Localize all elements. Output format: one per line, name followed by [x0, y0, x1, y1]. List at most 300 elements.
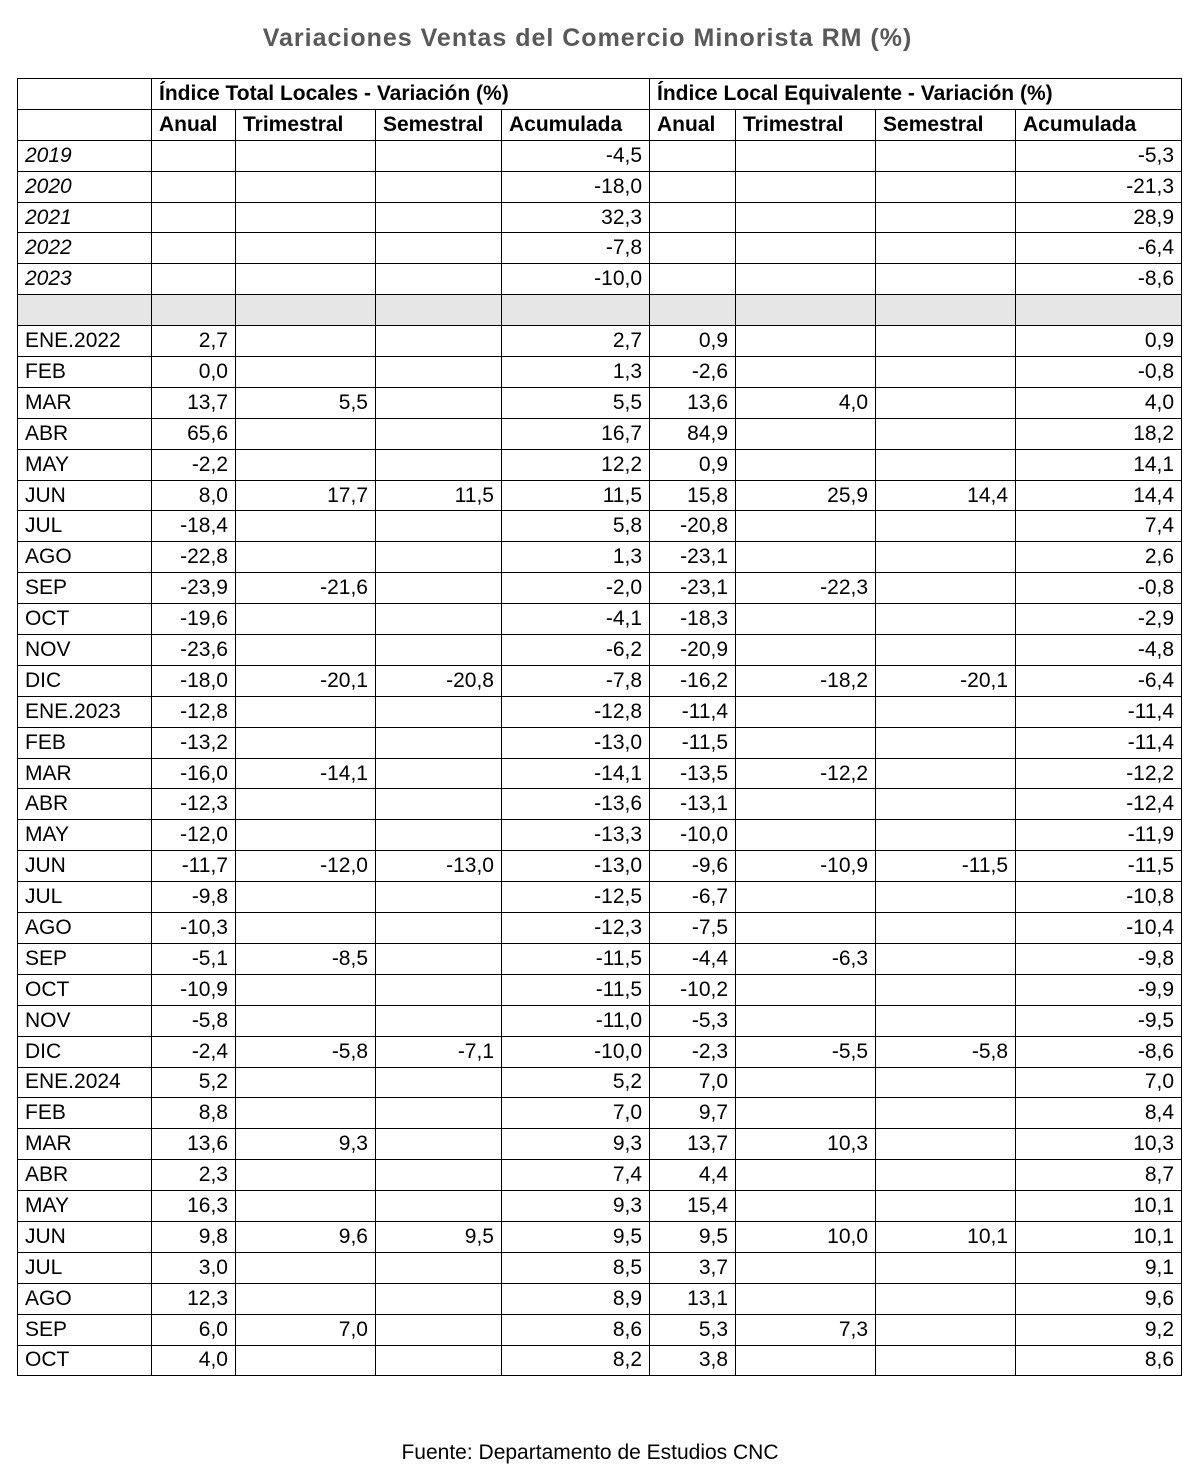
table-cell	[236, 820, 376, 851]
column-header: Anual	[152, 109, 236, 140]
table-cell	[376, 604, 502, 635]
row-label: MAR	[18, 1129, 152, 1160]
table-cell	[376, 542, 502, 573]
table-cell	[876, 140, 1016, 171]
table-cell: -11,5	[502, 943, 650, 974]
table-cell: 4,0	[736, 387, 876, 418]
table-cell: 10,1	[1016, 1191, 1182, 1222]
column-header: Acumulada	[502, 109, 650, 140]
group-header-total-locales: Índice Total Locales - Variación (%)	[152, 79, 650, 110]
table-row	[18, 1252, 1182, 1283]
table-cell	[876, 696, 1016, 727]
table-cell: -13,1	[650, 789, 736, 820]
table-cell: -16,0	[152, 758, 236, 789]
table-row	[18, 233, 1182, 264]
table-cell: 2,7	[152, 326, 236, 357]
row-label: SEP	[18, 943, 152, 974]
table-cell	[236, 882, 376, 913]
table-cell: -2,2	[152, 449, 236, 480]
table-cell	[376, 1129, 502, 1160]
table-cell: 3,8	[650, 1345, 736, 1376]
table-row	[18, 1098, 1182, 1129]
table-cell	[236, 1098, 376, 1129]
table-cell	[1016, 295, 1182, 326]
table-cell	[376, 789, 502, 820]
corner-cell	[18, 79, 152, 110]
table-cell	[736, 1067, 876, 1098]
table-cell	[736, 511, 876, 542]
table-cell: 17,7	[236, 480, 376, 511]
table-cell: -2,9	[1016, 604, 1182, 635]
table-cell: 9,6	[236, 1221, 376, 1252]
table-row	[18, 480, 1182, 511]
table-cell	[876, 1160, 1016, 1191]
table-cell	[736, 820, 876, 851]
table-cell: -5,8	[152, 1005, 236, 1036]
table-row	[18, 264, 1182, 295]
row-label: FEB	[18, 1098, 152, 1129]
table-cell	[650, 295, 736, 326]
table-cell	[376, 171, 502, 202]
table-cell: 5,2	[152, 1067, 236, 1098]
table-cell	[876, 449, 1016, 480]
table-cell	[650, 233, 736, 264]
table-cell: -5,3	[650, 1005, 736, 1036]
table-cell: -13,2	[152, 727, 236, 758]
table-cell: 9,3	[502, 1191, 650, 1222]
row-label: 2020	[18, 171, 152, 202]
table-cell: 3,7	[650, 1252, 736, 1283]
table-cell: -13,5	[650, 758, 736, 789]
column-header: Semestral	[876, 109, 1016, 140]
sales-variation-table	[17, 78, 1182, 1376]
table-row	[18, 1191, 1182, 1222]
table-cell	[236, 1005, 376, 1036]
row-label: 2022	[18, 233, 152, 264]
table-cell	[736, 604, 876, 635]
table-cell	[876, 511, 1016, 542]
table-cell	[236, 1191, 376, 1222]
table-cell: -5,1	[152, 943, 236, 974]
column-header: Trimestral	[736, 109, 876, 140]
row-label: OCT	[18, 604, 152, 635]
table-cell: -21,6	[236, 573, 376, 604]
row-label: JUL	[18, 1252, 152, 1283]
row-label: ABR	[18, 1160, 152, 1191]
table-cell: -2,4	[152, 1036, 236, 1067]
table-cell	[736, 1283, 876, 1314]
table-cell	[736, 974, 876, 1005]
column-header: Acumulada	[1016, 109, 1182, 140]
table-cell: -13,0	[376, 851, 502, 882]
table-cell: -8,5	[236, 943, 376, 974]
column-header-row	[18, 109, 1182, 140]
table-row	[18, 357, 1182, 388]
table-cell: -11,9	[1016, 820, 1182, 851]
table-cell: -12,0	[236, 851, 376, 882]
table-cell	[152, 264, 236, 295]
group-header-local-equivalente: Índice Local Equivalente - Variación (%)	[650, 79, 1182, 110]
table-cell: -10,0	[650, 820, 736, 851]
row-label: ENE.2024	[18, 1067, 152, 1098]
table-cell: -10,0	[502, 264, 650, 295]
table-cell: -18,0	[502, 171, 650, 202]
table-cell: 11,5	[376, 480, 502, 511]
table-cell: -7,8	[502, 665, 650, 696]
group-header-row	[18, 79, 1182, 110]
table-cell: -10,2	[650, 974, 736, 1005]
table-cell: -20,8	[376, 665, 502, 696]
table-cell: 14,4	[876, 480, 1016, 511]
table-row	[18, 1314, 1182, 1345]
table-cell: 14,1	[1016, 449, 1182, 480]
column-header: Trimestral	[236, 109, 376, 140]
table-cell: 1,3	[502, 357, 650, 388]
table-cell: -6,2	[502, 635, 650, 666]
table-cell: 8,4	[1016, 1098, 1182, 1129]
table-cell: -12,2	[736, 758, 876, 789]
table-cell: 8,8	[152, 1098, 236, 1129]
row-label: ABR	[18, 789, 152, 820]
row-label: ENE.2022	[18, 326, 152, 357]
table-cell: 8,6	[1016, 1345, 1182, 1376]
table-cell	[376, 1252, 502, 1283]
table-cell: 9,8	[152, 1221, 236, 1252]
table-row	[18, 882, 1182, 913]
table-row	[18, 542, 1182, 573]
table-cell: 6,0	[152, 1314, 236, 1345]
table-cell: -10,9	[736, 851, 876, 882]
table-row	[18, 727, 1182, 758]
table-cell	[650, 140, 736, 171]
table-cell: 8,5	[502, 1252, 650, 1283]
table-cell: 16,7	[502, 418, 650, 449]
row-label: MAY	[18, 1191, 152, 1222]
table-cell: 7,0	[236, 1314, 376, 1345]
table-cell	[876, 913, 1016, 944]
table-cell	[876, 264, 1016, 295]
table-cell: -11,4	[1016, 696, 1182, 727]
table-cell	[376, 357, 502, 388]
table-cell	[376, 326, 502, 357]
row-label: 2023	[18, 264, 152, 295]
table-cell	[376, 1345, 502, 1376]
table-cell	[876, 1067, 1016, 1098]
table-cell	[736, 727, 876, 758]
row-label: AGO	[18, 542, 152, 573]
table-row	[18, 511, 1182, 542]
table-row	[18, 326, 1182, 357]
table-cell	[876, 1129, 1016, 1160]
table-row	[18, 696, 1182, 727]
row-label: JUL	[18, 511, 152, 542]
table-cell	[376, 943, 502, 974]
table-cell	[376, 233, 502, 264]
table-cell: -18,0	[152, 665, 236, 696]
table-cell: -10,9	[152, 974, 236, 1005]
table-cell	[650, 171, 736, 202]
table-row	[18, 202, 1182, 233]
table-cell	[376, 140, 502, 171]
table-cell: 9,1	[1016, 1252, 1182, 1283]
table-cell: -5,8	[236, 1036, 376, 1067]
table-cell	[736, 295, 876, 326]
table-cell: -6,7	[650, 882, 736, 913]
table-row	[18, 1036, 1182, 1067]
table-cell: -10,0	[502, 1036, 650, 1067]
table-cell	[650, 264, 736, 295]
table-cell: 2,7	[502, 326, 650, 357]
row-label: MAR	[18, 387, 152, 418]
row-label: OCT	[18, 974, 152, 1005]
table-cell: -7,5	[650, 913, 736, 944]
table-cell	[736, 913, 876, 944]
table-row	[18, 1129, 1182, 1160]
table-cell: -14,1	[502, 758, 650, 789]
table-cell: -21,3	[1016, 171, 1182, 202]
table-cell: 10,3	[1016, 1129, 1182, 1160]
row-label	[18, 295, 152, 326]
table-cell: -2,0	[502, 573, 650, 604]
table-cell	[736, 1160, 876, 1191]
table-cell: -23,9	[152, 573, 236, 604]
table-cell: 2,6	[1016, 542, 1182, 573]
table-cell: 8,0	[152, 480, 236, 511]
table-cell	[876, 820, 1016, 851]
table-cell	[236, 696, 376, 727]
table-cell: 4,0	[1016, 387, 1182, 418]
table-cell: -0,8	[1016, 357, 1182, 388]
table-cell: -23,1	[650, 542, 736, 573]
table-cell: -5,3	[1016, 140, 1182, 171]
row-label: ABR	[18, 418, 152, 449]
table-cell	[736, 542, 876, 573]
table-cell	[736, 264, 876, 295]
table-cell	[376, 758, 502, 789]
table-cell	[736, 789, 876, 820]
table-cell	[236, 233, 376, 264]
table-cell	[236, 357, 376, 388]
row-label: MAY	[18, 820, 152, 851]
table-cell: 0,9	[650, 449, 736, 480]
table-cell: -10,8	[1016, 882, 1182, 913]
table-cell	[876, 1005, 1016, 1036]
table-cell: 5,2	[502, 1067, 650, 1098]
table-row	[18, 418, 1182, 449]
table-cell	[736, 1005, 876, 1036]
table-cell: 5,5	[236, 387, 376, 418]
table-cell: 9,5	[502, 1221, 650, 1252]
table-cell	[650, 202, 736, 233]
table-cell	[736, 326, 876, 357]
table-row	[18, 943, 1182, 974]
table-cell	[876, 542, 1016, 573]
table-cell	[376, 974, 502, 1005]
table-cell	[236, 449, 376, 480]
table-cell: 12,3	[152, 1283, 236, 1314]
table-cell: 28,9	[1016, 202, 1182, 233]
table-row	[18, 1283, 1182, 1314]
table-cell	[876, 573, 1016, 604]
table-row	[18, 820, 1182, 851]
table-cell: -11,0	[502, 1005, 650, 1036]
row-label: JUL	[18, 882, 152, 913]
table-cell: -18,2	[736, 665, 876, 696]
table-cell: -12,5	[502, 882, 650, 913]
table-cell	[376, 264, 502, 295]
table-cell: -12,8	[152, 696, 236, 727]
table-cell	[876, 604, 1016, 635]
table-row	[18, 1160, 1182, 1191]
table-cell: -11,7	[152, 851, 236, 882]
table-row	[18, 573, 1182, 604]
table-cell: 15,4	[650, 1191, 736, 1222]
table-cell	[876, 387, 1016, 418]
table-row	[18, 1067, 1182, 1098]
table-row	[18, 851, 1182, 882]
separator-row	[18, 295, 1182, 326]
table-cell: 12,2	[502, 449, 650, 480]
table-cell	[876, 1314, 1016, 1345]
table-cell	[376, 913, 502, 944]
table-cell: 7,4	[1016, 511, 1182, 542]
table-cell	[376, 202, 502, 233]
table-cell	[876, 1191, 1016, 1222]
table-cell	[736, 418, 876, 449]
table-cell: 9,3	[502, 1129, 650, 1160]
table-cell: 1,3	[502, 542, 650, 573]
table-cell	[876, 202, 1016, 233]
table-cell: -18,4	[152, 511, 236, 542]
table-cell	[152, 140, 236, 171]
table-cell	[736, 635, 876, 666]
table-cell	[876, 635, 1016, 666]
table-cell	[236, 913, 376, 944]
table-cell: -18,3	[650, 604, 736, 635]
table-cell	[236, 1067, 376, 1098]
table-cell	[236, 418, 376, 449]
source-footer: Fuente: Departamento de Estudios CNC	[401, 1441, 779, 1464]
table-cell: -12,4	[1016, 789, 1182, 820]
table-cell	[236, 140, 376, 171]
row-label: AGO	[18, 1283, 152, 1314]
table-cell: -10,4	[1016, 913, 1182, 944]
table-cell	[236, 326, 376, 357]
table-cell	[876, 1252, 1016, 1283]
row-label: DIC	[18, 1036, 152, 1067]
table-cell	[736, 140, 876, 171]
table-cell: 7,4	[502, 1160, 650, 1191]
table-cell	[376, 511, 502, 542]
table-cell	[236, 295, 376, 326]
table-cell: -14,1	[236, 758, 376, 789]
table-cell: -22,3	[736, 573, 876, 604]
table-cell: 14,4	[1016, 480, 1182, 511]
table-row	[18, 140, 1182, 171]
table-cell: 0,9	[1016, 326, 1182, 357]
table-cell	[876, 233, 1016, 264]
table-cell	[736, 1191, 876, 1222]
row-label: 2019	[18, 140, 152, 171]
table-cell	[236, 1283, 376, 1314]
table-row	[18, 789, 1182, 820]
table-cell: 11,5	[502, 480, 650, 511]
table-cell: 0,9	[650, 326, 736, 357]
table-cell: -13,0	[502, 727, 650, 758]
table-cell: 8,2	[502, 1345, 650, 1376]
table-cell: 32,3	[502, 202, 650, 233]
table-cell	[236, 789, 376, 820]
table-cell	[736, 171, 876, 202]
table-cell: 5,8	[502, 511, 650, 542]
table-cell: 0,0	[152, 357, 236, 388]
table-cell: -23,1	[650, 573, 736, 604]
table-cell: -4,4	[650, 943, 736, 974]
table-cell: -11,5	[650, 727, 736, 758]
row-label: 2021	[18, 202, 152, 233]
table-cell: 10,0	[736, 1221, 876, 1252]
table-cell	[876, 1098, 1016, 1129]
table-cell	[236, 511, 376, 542]
table-cell: 9,5	[650, 1221, 736, 1252]
table-cell: 13,7	[152, 387, 236, 418]
table-cell: 15,8	[650, 480, 736, 511]
table-cell: -12,8	[502, 696, 650, 727]
table-cell	[376, 1283, 502, 1314]
table-row	[18, 974, 1182, 1005]
table-cell: -20,9	[650, 635, 736, 666]
row-label: NOV	[18, 635, 152, 666]
table-cell: -13,6	[502, 789, 650, 820]
table-cell	[376, 727, 502, 758]
row-label: JUN	[18, 1221, 152, 1252]
row-label: MAY	[18, 449, 152, 480]
table-cell: 10,1	[876, 1221, 1016, 1252]
table-cell: -12,3	[502, 913, 650, 944]
row-label: DIC	[18, 665, 152, 696]
table-cell: -11,5	[1016, 851, 1182, 882]
table-cell: -11,5	[502, 974, 650, 1005]
table-cell	[876, 326, 1016, 357]
table-cell: 8,7	[1016, 1160, 1182, 1191]
table-cell: 8,6	[502, 1314, 650, 1345]
table-cell: -11,4	[1016, 727, 1182, 758]
table-cell: -7,8	[502, 233, 650, 264]
table-cell: -10,3	[152, 913, 236, 944]
table-cell: -22,8	[152, 542, 236, 573]
table-cell: 13,6	[650, 387, 736, 418]
table-cell: -6,3	[736, 943, 876, 974]
row-label: JUN	[18, 480, 152, 511]
table-cell	[236, 202, 376, 233]
table-cell	[736, 233, 876, 264]
table-row	[18, 449, 1182, 480]
table-cell: -13,3	[502, 820, 650, 851]
table-cell	[376, 573, 502, 604]
table-cell	[876, 1283, 1016, 1314]
table-cell	[376, 635, 502, 666]
table-cell: 10,3	[736, 1129, 876, 1160]
table-cell	[876, 789, 1016, 820]
table-cell	[876, 974, 1016, 1005]
table-cell	[876, 758, 1016, 789]
table-cell	[152, 171, 236, 202]
column-header: Anual	[650, 109, 736, 140]
table-cell: 7,0	[502, 1098, 650, 1129]
table-cell: -5,5	[736, 1036, 876, 1067]
table-row	[18, 604, 1182, 635]
row-label: FEB	[18, 727, 152, 758]
